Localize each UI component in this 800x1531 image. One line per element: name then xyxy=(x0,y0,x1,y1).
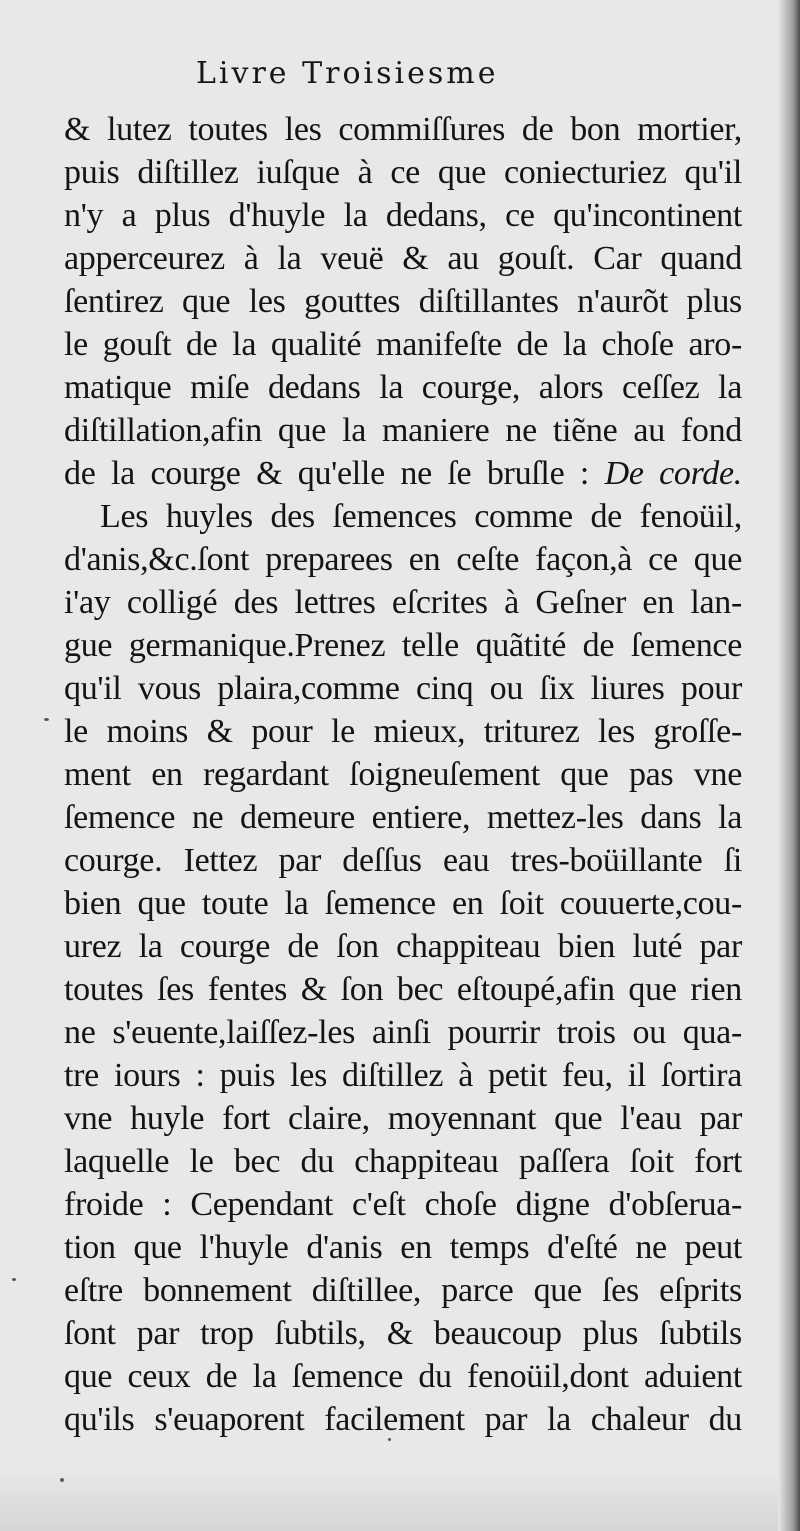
text-line: tre iours : puis les diſtillez à petit feu, il ſortira xyxy=(64,1057,742,1094)
source-citation: De corde. xyxy=(604,455,742,492)
text-line: laquelle le bec du chappiteau paſſera ſoit fort xyxy=(64,1143,742,1180)
text-line: d'anis,&c.ſont preparees en ceſte façon,à ce que xyxy=(64,541,742,578)
text-line: n'y a plus d'huyle la dedans, ce qu'incontinent xyxy=(64,197,742,234)
text-line: qu'il vous plaira,comme cinq ou ſix liures pour xyxy=(64,670,742,707)
text-line: diſtillation,afin que la maniere ne tiẽne au fond xyxy=(64,412,742,449)
text-line: froide : Cependant c'eſt choſe digne d'obſerua- xyxy=(64,1186,742,1223)
text-line-roman: de la courge & qu'elle ne ſe bruſle : xyxy=(64,455,590,492)
paragraph xyxy=(64,495,742,1441)
text-line: le moins & pour le mieux, triturez les groſſe- xyxy=(64,713,742,750)
text-line: apperceurez à la veuë & au gouſt. Car quand xyxy=(64,240,742,277)
text-line: & lutez toutes les commiſſures de bon mortier, xyxy=(64,111,742,148)
text-line xyxy=(64,452,742,495)
body-text xyxy=(64,108,742,1441)
text-line: i'ay colligé des lettres eſcrites à Geſner en lan- xyxy=(64,584,742,621)
text-line: urez la courge de ſon chappiteau bien luté par xyxy=(64,928,742,965)
running-head: Livre Troisiesme xyxy=(196,56,499,91)
page-shading xyxy=(0,1471,800,1531)
text-line: gue germanique.Prenez telle quãtité de ſemence xyxy=(64,627,742,664)
text-line: tion que l'huyle d'anis en temps d'eſté ne peut xyxy=(64,1229,742,1266)
text-line: qu'ils s'euaporent facilement par la chaleur du xyxy=(64,1401,742,1438)
paragraph xyxy=(64,108,742,495)
text-line: puis diſtillez iuſque à ce que coniecturiez qu'il xyxy=(64,154,742,191)
ink-speck xyxy=(44,718,49,721)
text-line: ment en regardant ſoigneuſement que pas vne xyxy=(64,756,742,793)
text-line: toutes ſes fentes & ſon bec eſtoupé,afin que rien xyxy=(64,971,742,1008)
text-line: le gouſt de la qualité manifeſte de la choſe aro- xyxy=(64,326,742,363)
text-line: ne s'euente,laiſſez-les ainſi pourrir trois ou qua- xyxy=(64,1014,742,1051)
text-line: ſont par trop ſubtils, & beaucoup plus ſubtils xyxy=(64,1315,742,1352)
text-line: Les huyles des ſemences comme de fenoüil, xyxy=(100,498,742,535)
text-line: que ceux de la ſemence du fenoüil,dont aduient xyxy=(64,1358,742,1395)
page-gutter-shadow xyxy=(778,0,800,1531)
text-line: ſentirez que les gouttes diſtillantes n'aurõt plus xyxy=(64,283,742,320)
text-line: eſtre bonnement diſtillee, parce que ſes eſprits xyxy=(64,1272,742,1309)
text-line: matique miſe dedans la courge, alors ceſſez la xyxy=(64,369,742,406)
text-line: courge. Iettez par deſſus eau tres-boüillante ſi xyxy=(64,842,742,879)
ink-speck xyxy=(12,1278,16,1281)
ink-speck xyxy=(388,1438,391,1441)
text-line: vne huyle fort claire, moyennant que l'eau par xyxy=(64,1100,742,1137)
text-line: bien que toute la ſemence en ſoit couuerte,cou- xyxy=(64,885,742,922)
text-line: ſemence ne demeure entiere, mettez-les dans la xyxy=(64,799,742,836)
